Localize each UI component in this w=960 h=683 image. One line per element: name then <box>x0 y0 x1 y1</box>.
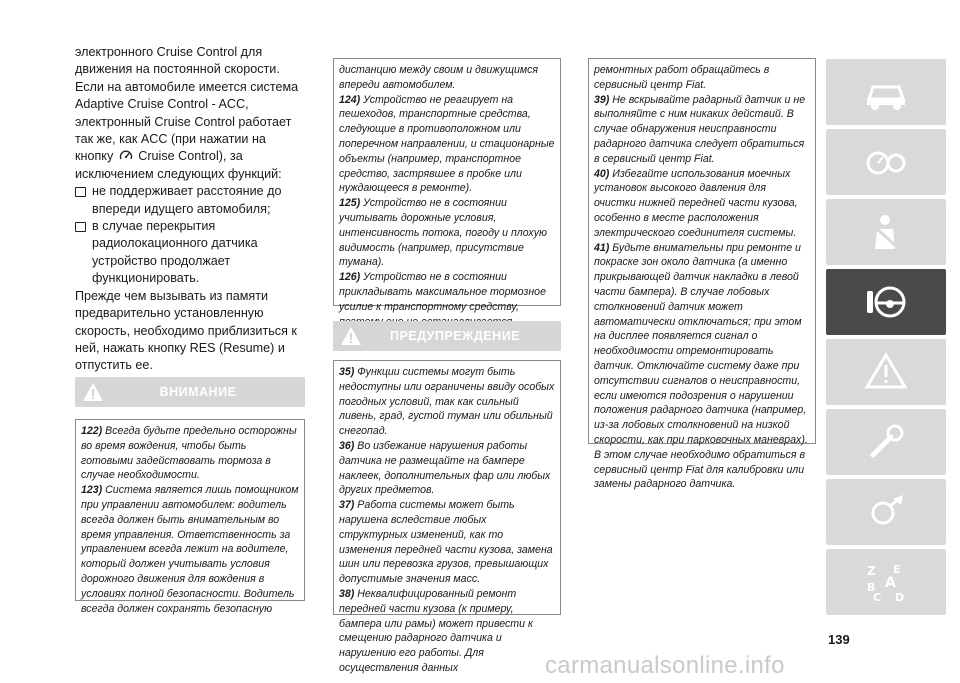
tab-index[interactable] <box>826 549 946 615</box>
bullet-item <box>75 183 305 218</box>
caution-item-41: 41) Будьте внимательны при ремонте и покраске зон около датчика (а именно прикрывающей датчик накладки в левой части бампера). В случае лобовых столкновений датчик может автоматически отключаться; при этом на дисплее появляется сигнал о необходимости отремонтировать датчик. Отключайте систему даже при отсутствии сигналов о неисправности, если имеются подозрения о нарушении положения радарного датчика (например, из-за лобовых столкновений на низкой скорости, как при парковочных маневрах). В этом случае необходимо обратиться в сервисный центр Fiat для калибровки или замены радарного датчика. <box>594 241 808 491</box>
bullet-text: в случае перекрытия радиолокационного датчика устройство продолжает функционировать. <box>92 219 258 286</box>
warning-item-124: 124) Устройство не реагирует на пешеходов, транспортные средства, следующие в противоположном или поперечном направлении, и стационарные объекты (например, транспортное средство, застрявшее в пробке или нуждающееся в ремонте). <box>339 93 555 195</box>
caution-title: ПРЕДУПРЕЖДЕНИЕ <box>389 329 521 343</box>
caution-continued-text: ремонтных работ обращайтесь в сервисный центр Fiat. <box>594 64 770 91</box>
intro-paragraph-3: Прежде чем вызывать из памяти предварительно установленную скорость, необходимо приблизиться к ней, нажать кнопку RES (Resume) и отпустить ее. <box>75 288 297 373</box>
svg-text:Z: Z <box>867 564 876 578</box>
warning-item-123: 123) Система является лишь помощником при управлении автомобилем: водитель всегда должен быть внимательным во время управления. Ответственность за управлением всегда лежит на водителе, который должен учитывать условия дорожного движения для вождения в условиях полной безопасности. Водитель всегда должен сохранять безопасную <box>81 484 299 615</box>
intro-p2-end: Cruise Control), за исключением следующих функций: <box>75 149 282 181</box>
bullet-box-icon <box>75 187 86 197</box>
svg-text:D: D <box>895 591 905 603</box>
car-icon <box>863 71 909 113</box>
tab-starting-driving[interactable] <box>826 269 946 335</box>
tools-icon <box>863 491 909 533</box>
caution-panel-continued <box>588 58 816 491</box>
warning-title: ВНИМАНИЕ <box>159 385 237 399</box>
warning-road-icon <box>863 351 909 393</box>
svg-text:E: E <box>893 563 901 576</box>
warning-item-125: 125) Устройство не в состоянии учитывать дорожные условия, интенсивность потока, погоду и плохую видимость (например, присутствие тумана). <box>339 197 547 269</box>
warning-item-122: 122) Всегда будьте предельно осторожны во время вождения, чтобы быть готовыми задействовать тормоза в случае необходимости. <box>81 425 297 482</box>
warning-continued-text: дистанцию между своим и движущимся впереди автомобилем. <box>339 64 539 91</box>
bullet-item <box>75 218 305 288</box>
caution-item-38: 38) Неквалифицированный ремонт передней части кузова (к примеру, бампера или рамы) может привести к смещению радарного датчика и нарушению его работы. Для осуществления данных <box>339 587 533 674</box>
svg-text:C: C <box>873 591 882 603</box>
seatbelt-icon <box>863 211 909 253</box>
steering-wheel-icon <box>863 281 909 323</box>
caution-car-icon <box>333 326 369 346</box>
caution-item-37: 37) Работа системы может быть нарушена вследствие любых структурных изменений, как то изменения передней части кузова, замена шин или перевозка грузов, превышающих допустимые значения масс. <box>339 499 553 586</box>
dashboard-icon <box>863 141 909 183</box>
caution-item-40: 40) Избегайте использования моечных установок высокого давления для очистки нижней передней части кузова, особенно в месте расположения электрического соединителя системы. <box>594 167 798 239</box>
svg-text:B: B <box>867 581 876 594</box>
tab-warning-lights[interactable] <box>826 339 946 405</box>
warning-item-126: 126) Устройство не в состоянии прикладывать максимальное тормозное усилие к транспортному средству, <box>339 271 546 313</box>
intro-p2-start: Если на автомобиле имеется система Adaptive Cruise Control - ACC, электронный Cruise Control работает так же, как ACC (при нажатии на кнопку <box>75 79 299 164</box>
warning-panel <box>75 419 305 615</box>
warning-triangle-icon <box>75 382 111 402</box>
column-1 <box>75 44 305 375</box>
warning-panel-continued <box>333 58 561 313</box>
alphabet-index-icon <box>863 561 909 603</box>
warning-header <box>75 377 305 407</box>
caution-item-36: 36) Во избежание нарушения работы датчика не размещайте на бампере наклеек, дополнительных фар или любых других предметов. <box>339 439 551 497</box>
svg-text:A: A <box>885 575 896 591</box>
watermark: carmanualsonline.info <box>545 652 785 679</box>
tab-safety[interactable] <box>826 199 946 265</box>
chapter-tabs <box>826 59 946 619</box>
intro-paragraph-2 <box>75 79 305 183</box>
bullet-box-icon <box>75 222 86 232</box>
caution-panel <box>333 360 561 674</box>
tab-maintenance[interactable] <box>826 479 946 545</box>
caution-item-39: 39) Не вскрывайте радарный датчик и не выполняйте с ним никаких действий. В случае обнаружения неисправности радарного датчика следует обратиться в сервисный центр Fiat. <box>594 93 806 165</box>
page-number: 139 <box>828 632 850 647</box>
caution-item-35: 35) Функции системы могут быть недоступны или ограничены ввиду особых погодных условий, так как сильный ливень, град, густой туман или обильный снегопад. <box>339 366 555 438</box>
wrench-icon <box>863 421 909 463</box>
cruise-control-icon <box>119 149 133 163</box>
caution-header <box>333 321 561 351</box>
tab-car[interactable] <box>826 59 946 125</box>
tab-dashboard[interactable] <box>826 129 946 195</box>
bullet-text: не поддерживает расстояние до впереди идущего автомобиля; <box>92 184 282 216</box>
intro-text <box>75 44 305 375</box>
intro-paragraph-1: электронного Cruise Control для движения на постоянной скорости. <box>75 45 280 77</box>
tab-emergency[interactable] <box>826 409 946 475</box>
